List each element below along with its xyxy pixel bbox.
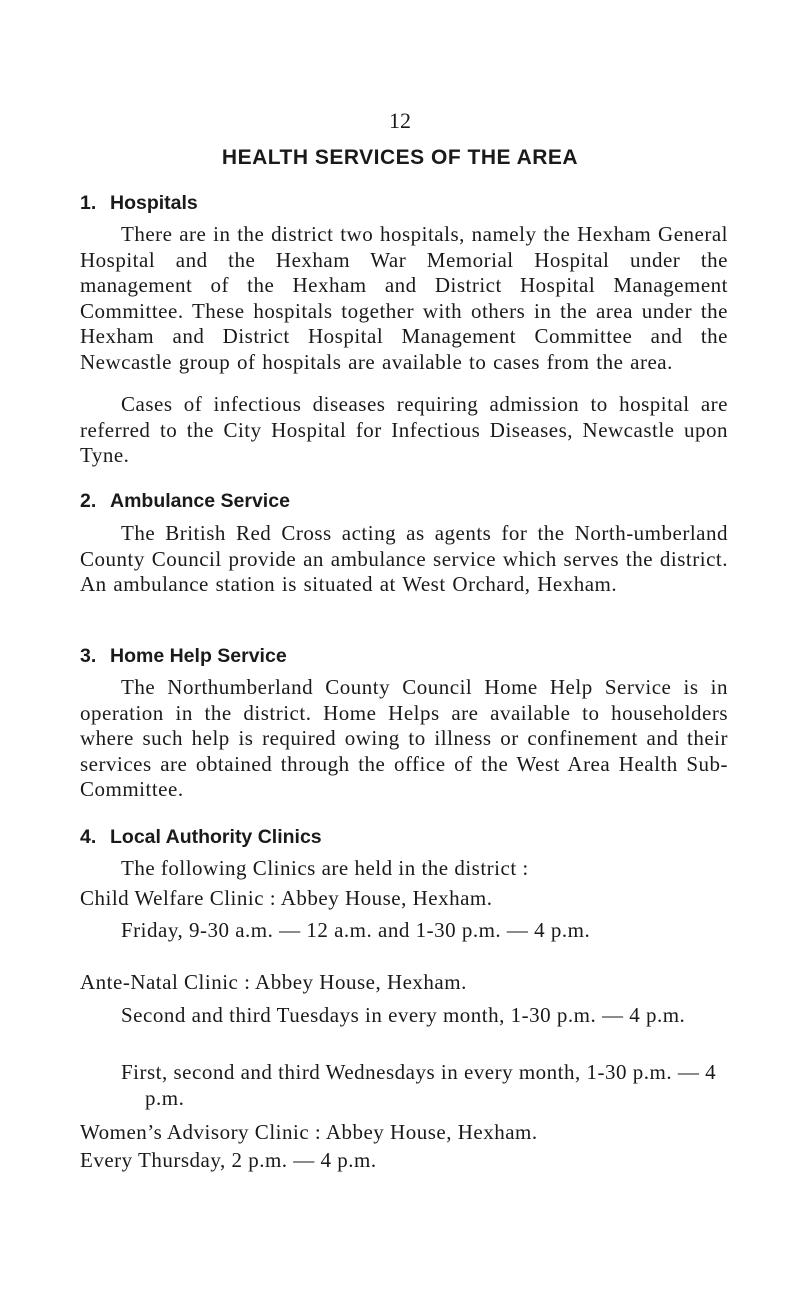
clinic-name: Ante-Natal Clinic : Abbey House, Hexham. [80, 970, 467, 994]
paragraph: The British Red Cross acting as agents for the North-umberland County Council provide an ambulance service which serves the district. An ambulance station is situated at West Orchard, Hexham. [80, 521, 728, 596]
clinic-times: Friday, 9-30 a.m. — 12 a.m. and 1-30 p.m. — 4 p.m. [121, 918, 591, 942]
section-heading-hospitals [80, 192, 198, 215]
section-heading-home-help-service [80, 645, 287, 668]
section-title: Hospitals [110, 192, 198, 214]
section-number: 2. [80, 490, 97, 512]
paragraph: Cases of infectious diseases requiring admission to hospital are referred to the City Hospital for Infectious Diseases, Newcastle upon Tyne. [80, 392, 728, 467]
clinic-name: Women’s Advisory Clinic : Abbey House, Hexham. [80, 1120, 538, 1144]
clinics-intro: The following Clinics are held in the district : [121, 856, 529, 880]
page-title: HEALTH SERVICES OF THE AREA [221, 146, 579, 169]
section-number: 3. [80, 645, 97, 667]
clinic-times: Every Thursday, 2 p.m. — 4 p.m. [80, 1148, 377, 1172]
clinic-times: Second and third Tuesdays in every month, 1-30 p.m. — 4 p.m. [121, 1003, 686, 1027]
section-title: Home Help Service [110, 645, 287, 667]
section-heading-local-authority-clinics [80, 826, 322, 849]
section-heading-ambulance-service [80, 490, 290, 513]
page-number: 12 [389, 108, 411, 133]
clinic-times: First, second and third Wednesdays in every month, 1-30 p.m. — 4 p.m. [121, 1060, 717, 1110]
clinic-name: Child Welfare Clinic : Abbey House, Hexham. [80, 886, 493, 910]
section-title: Ambulance Service [110, 490, 290, 512]
section-number: 1. [80, 192, 97, 214]
section-title: Local Authority Clinics [110, 826, 322, 848]
paragraph: The Northumberland County Council Home Help Service is in operation in the district. Home Helps are available to householders where such help is required owing to illness or confinement and their services are obtained through the office of the West Area Health Sub-Committee. [80, 675, 728, 801]
paragraph: There are in the district two hospitals, namely the Hexham General Hospital and the Hexham War Memorial Hospital under the management of the Hexham and District Hospital Management Committee. These hospitals together with others in the area under the Hexham and District Hospital Management Committee and the Newcastle group of hospitals are available to cases from the area. [80, 222, 728, 374]
section-number: 4. [80, 826, 97, 848]
